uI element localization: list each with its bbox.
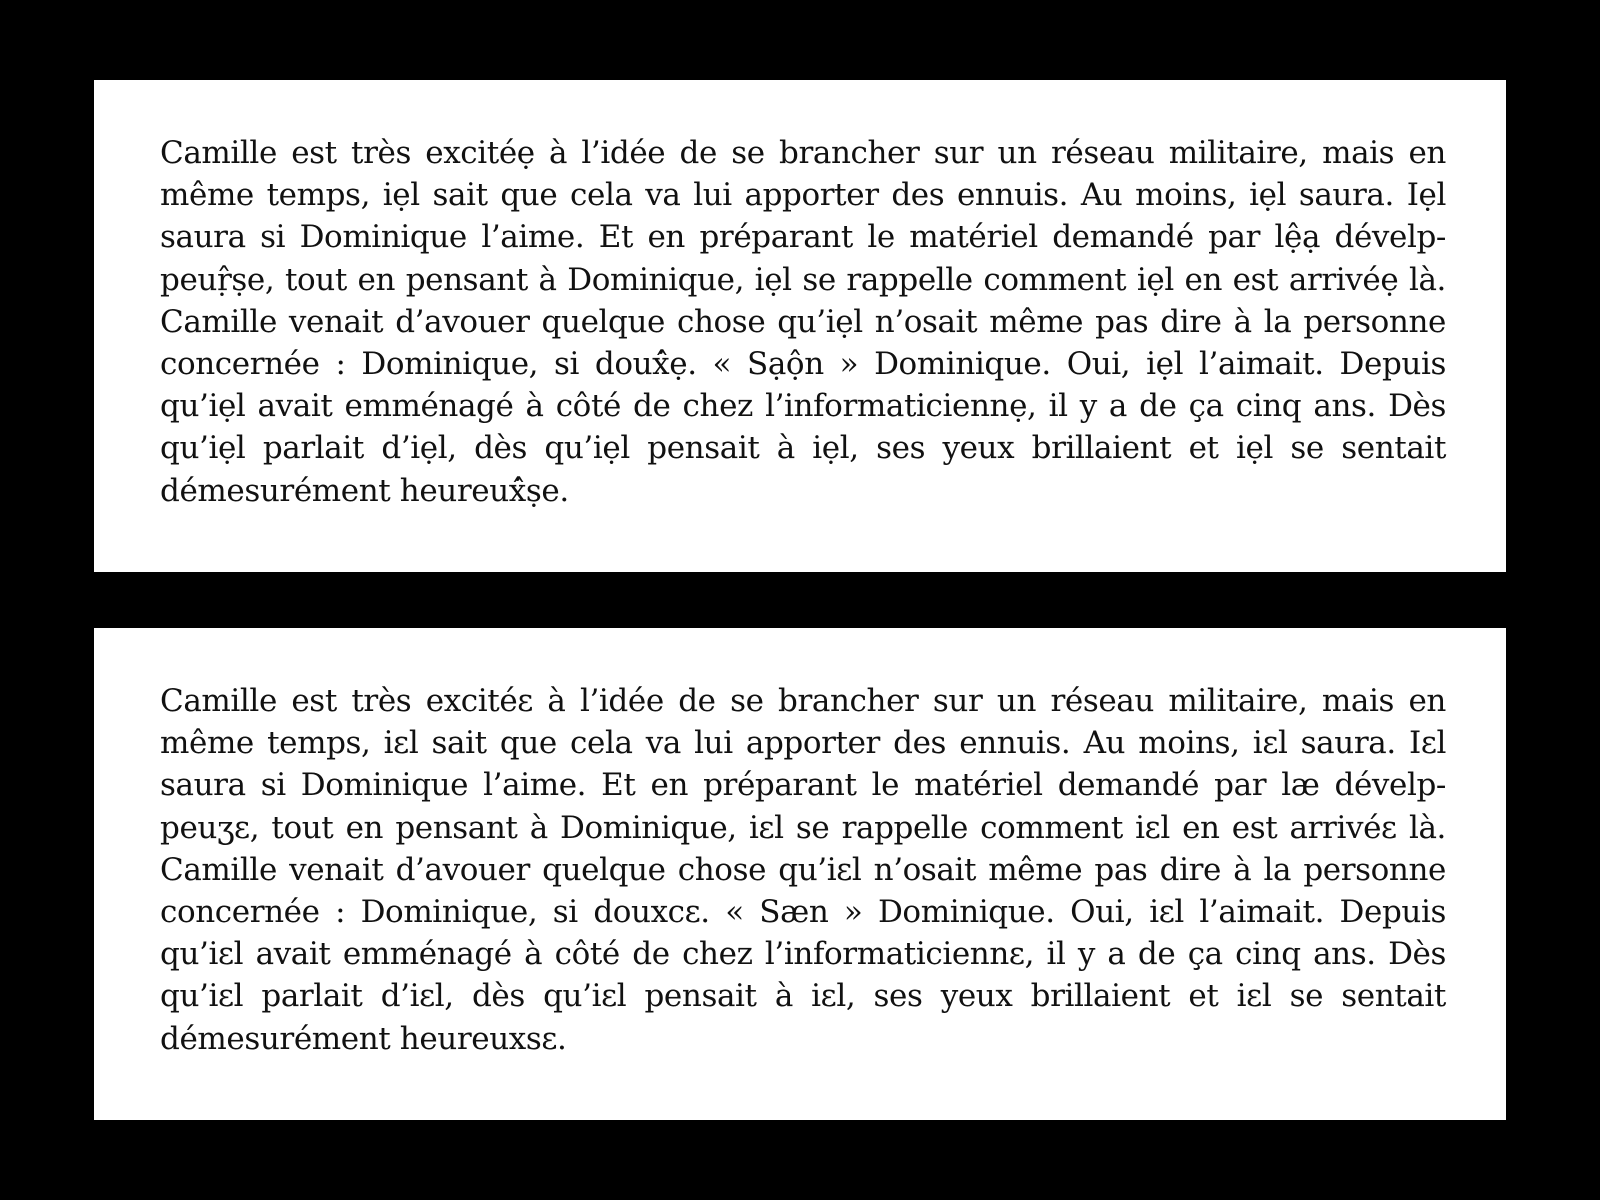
text-line: même temps, iẹl sait que cela va lui apporter des ennuis. Au moins, iẹl saura. Iẹl — [160, 177, 1446, 214]
text-line: peuʒɛ, tout en pensant à Dominique, iɛl se rappelle comment iɛl en est arrivéɛ là. — [160, 809, 1446, 846]
text-line: démesurément heureuẋ̂ṣe. — [160, 472, 569, 509]
text-line: démesurément heureuxsɛ. — [160, 1020, 567, 1057]
text-line: Camille est très excitéɛ à l’idée de se brancher sur un réseau militaire, mais en — [160, 683, 1446, 719]
text-line: qu’iɛl parlait d’iɛl, dès qu’iɛl pensait à iɛl, ses yeux brillaient et iɛl se sentait — [160, 978, 1446, 1015]
text-line: Camille venait d’avouer quelque chose qu’iẹl n’osait même pas dire à la personne — [160, 303, 1446, 340]
text-line: saura si Dominique l’aime. Et en préparant le matériel demandé par lệạ dévelp- — [160, 219, 1446, 256]
text-line: concernée : Dominique, si douxcɛ. « Sæn » Dominique. Oui, iɛl l’aimait. Depuis — [160, 894, 1446, 931]
text-line: saura si Dominique l’aime. Et en préparant le matériel demandé par læ dévelp- — [160, 767, 1446, 804]
text-line: Camille est très excitéẹ à l’idée de se brancher sur un réseau militaire, mais en — [160, 135, 1446, 171]
text-panel-dotted — [94, 80, 1506, 572]
text-line: peuṛ̂ṣe, tout en pensant à Dominique, iẹl se rappelle comment iẹl en est arrivéẹ là. — [160, 261, 1446, 298]
text-panel-ligature — [94, 628, 1506, 1120]
text-line: qu’iẹl avait emménagé à côté de chez l’informaticiennẹ, il y a de ça cinq ans. Dès — [160, 388, 1446, 425]
text-line: concernée : Dominique, si douẋ̂ẹ. « Sạộn » Dominique. Oui, iẹl l’aimait. Depuis — [160, 346, 1446, 383]
paragraph-dotted — [160, 132, 1446, 512]
text-line: Camille venait d’avouer quelque chose qu’iɛl n’osait même pas dire à la personne — [160, 851, 1446, 888]
text-line: qu’iɛl avait emménagé à côté de chez l’informaticiennɛ, il y a de ça cinq ans. Dès — [160, 936, 1446, 973]
paragraph-ligature — [160, 680, 1446, 1060]
text-line: qu’iẹl parlait d’iẹl, dès qu’iẹl pensait à iẹl, ses yeux brillaient et iẹl se sentait — [160, 430, 1446, 467]
text-line: même temps, iɛl sait que cela va lui apporter des ennuis. Au moins, iɛl saura. Iɛl — [160, 725, 1446, 762]
